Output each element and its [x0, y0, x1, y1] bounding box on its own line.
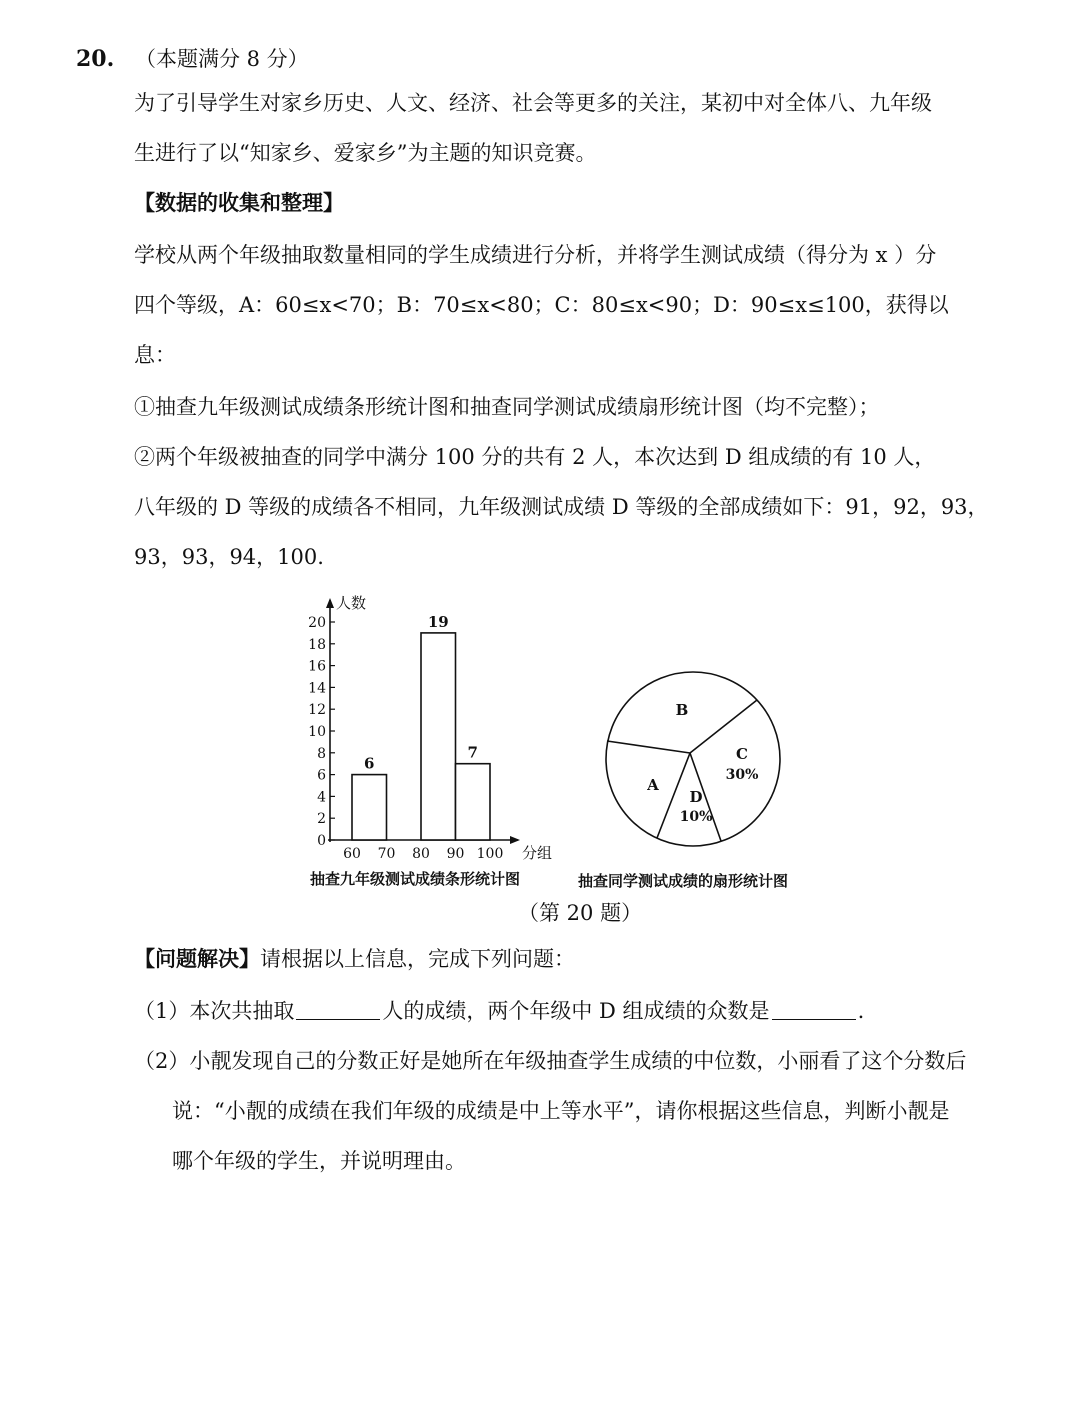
pie-slice-label: A: [647, 776, 659, 794]
question-number: 20.: [76, 46, 115, 72]
score-note: （本题满分 8 分）: [134, 47, 309, 71]
info-2-line-2: 八年级的 D 等级的成绩各不相同，九年级测试成绩 D 等级的全部成绩如下：91，92，93，: [134, 495, 989, 519]
problem-section: [134, 944, 575, 974]
bar-value-label: 7: [467, 743, 478, 762]
info-2-line-1: ②两个年级被抽查的同学中满分 100 分的共有 2 人，本次达到 D 组成绩的有 10 人，: [134, 445, 936, 469]
histogram-bar: [421, 633, 456, 840]
pie-slice-label: D: [689, 788, 703, 806]
pie-chart: [598, 664, 788, 854]
pie-slice-label: C: [736, 745, 748, 763]
histogram-bar: [352, 775, 387, 840]
y-tick-label: 6: [317, 767, 326, 784]
q1-answer-blank-2[interactable]: [772, 999, 856, 1020]
bar-chart-title: 抽查九年级测试成绩条形统计图: [310, 870, 521, 888]
question-header: [76, 44, 309, 74]
pie-slice-percent: 30%: [725, 767, 759, 783]
intro-line-1: 为了引导学生对家乡历史、人文、经济、社会等更多的关注，某初中对全体八、九年级: [134, 91, 932, 115]
y-tick-label: 18: [308, 636, 326, 653]
y-axis-arrow: [326, 598, 334, 608]
intro-line-2: 生进行了以“知家乡、爱家乡”为主题的知识竞赛。: [134, 141, 597, 165]
x-tick-label: 80: [412, 846, 430, 862]
x-axis-label: 分组: [522, 844, 553, 862]
info-2-line-3: 93，93，94，100.: [134, 545, 324, 569]
y-tick-label: 2: [317, 811, 326, 828]
y-tick-label: 0: [317, 833, 326, 849]
q2-line-2: 说：“小靓的成绩在我们年级的成绩是中上等水平”，请你根据这些信息，判断小靓是: [172, 1099, 950, 1123]
x-tick-label: 70: [377, 846, 396, 862]
q2-line-3: 哪个年级的学生，并说明理由。: [172, 1149, 466, 1173]
section-instruction: 请根据以上信息，完成下列问题：: [260, 947, 575, 971]
pie-chart-title: 抽查同学测试成绩的扇形统计图: [578, 872, 789, 890]
desc-line-2: 四个等级，A：60≤x<70；B：70≤x<80；C：80≤x<90；D：90≤x≤100，获得以: [134, 293, 949, 317]
q1-text-a: （1）本次共抽取: [134, 999, 295, 1023]
desc-line-3: 息：: [134, 343, 176, 367]
bar-chart: [290, 588, 560, 868]
figure-label: （第 20 题）: [518, 901, 643, 925]
q1-answer-blank-1[interactable]: [296, 999, 380, 1020]
section-title-problem: 【问题解决】: [134, 946, 260, 971]
y-tick-label: 10: [308, 724, 326, 740]
info-1: ①抽查九年级测试成绩条形统计图和抽查同学测试成绩扇形统计图（均不完整）；: [134, 395, 880, 419]
section-title-data: 【数据的收集和整理】: [134, 190, 344, 215]
x-axis-arrow: [510, 836, 520, 844]
pie-slice-percent: 10%: [679, 809, 713, 825]
histogram-bar: [456, 764, 491, 840]
question-1: [134, 996, 864, 1026]
q2-line-1: （2）小靓发现自己的分数正好是她所在年级抽查学生成绩的中位数，小丽看了这个分数后: [134, 1049, 967, 1073]
y-tick-label: 4: [317, 789, 326, 806]
y-tick-label: 14: [308, 680, 326, 697]
bar-value-label: 6: [364, 754, 375, 773]
x-tick-label: 60: [343, 846, 361, 862]
y-tick-label: 16: [308, 658, 326, 675]
y-tick-label: 20: [308, 615, 326, 631]
y-tick-label: 8: [317, 745, 326, 762]
pie-slice-label: B: [675, 701, 689, 719]
y-axis-label: 人数: [336, 594, 367, 612]
bar-value-label: 19: [427, 612, 449, 631]
desc-line-1: 学校从两个年级抽取数量相同的学生成绩进行分析，并将学生测试成绩（得分为 x ）分: [134, 243, 937, 267]
q1-text-c: .: [857, 999, 865, 1023]
q1-text-b: 人的成绩，两个年级中 D 组成绩的众数是: [382, 999, 770, 1023]
x-tick-label: 90: [446, 846, 465, 862]
x-tick-label: 100: [476, 846, 504, 862]
y-tick-label: 12: [308, 702, 326, 719]
